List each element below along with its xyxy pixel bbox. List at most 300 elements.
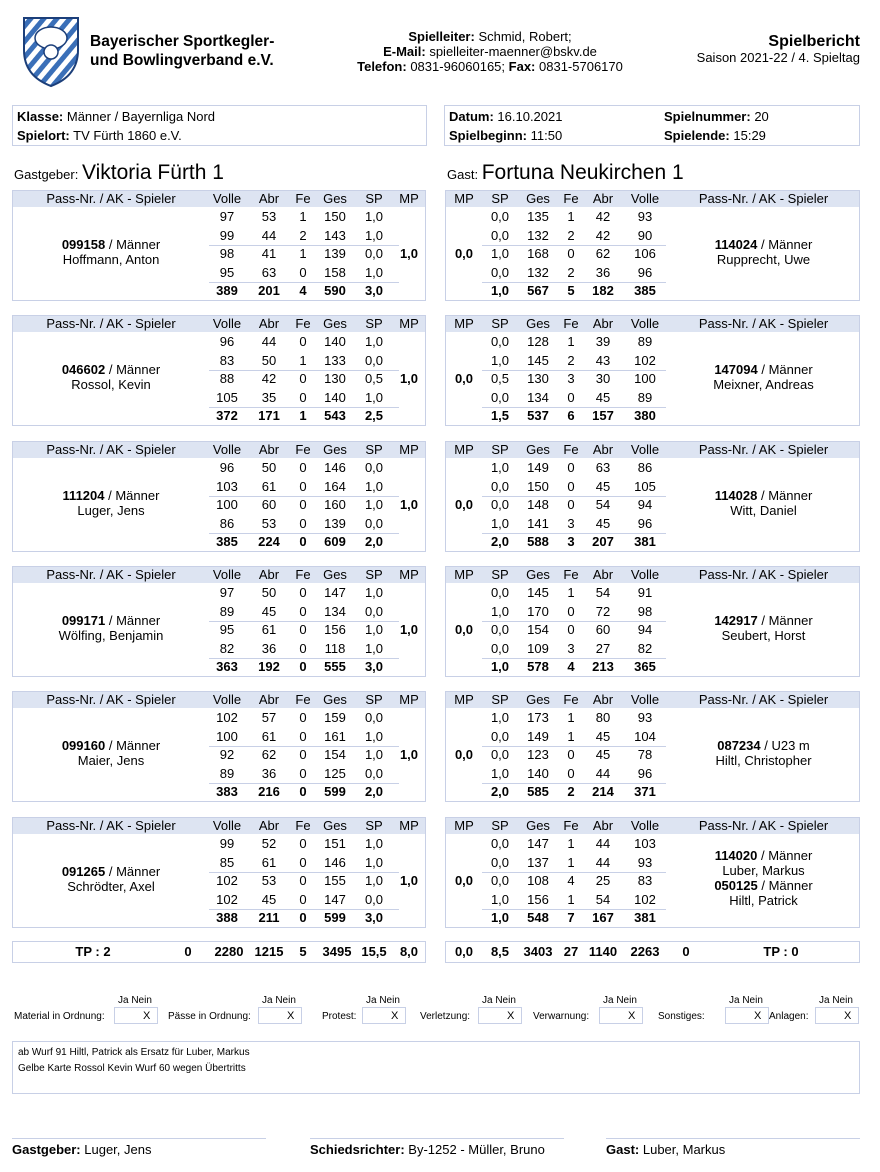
score-cell: 130 <box>527 371 549 386</box>
home-player-block <box>12 441 426 552</box>
home-player-block <box>12 566 426 677</box>
score-cell: 156 <box>527 891 549 907</box>
score-cell: 53 <box>261 209 277 224</box>
player-name: Rupprecht, Uwe <box>716 252 811 267</box>
score-cell: 42 <box>595 227 611 243</box>
score-cell: 72 <box>595 603 611 619</box>
player-pass: 142917 <box>714 613 758 628</box>
col-fe: Fe <box>563 818 579 833</box>
score-cell: 3 <box>567 640 575 656</box>
col-mp: MP <box>399 567 419 582</box>
checkbox-label: Anlagen: <box>769 1011 809 1022</box>
guest-player-block <box>445 817 860 928</box>
col-ges: Ges <box>526 191 550 206</box>
mp-value: 0,0 <box>454 747 474 762</box>
col-pass: Pass-Nr. / AK - Spieler <box>46 692 176 707</box>
score-cell: 123 <box>527 747 549 762</box>
total-cell: 599 <box>324 784 346 799</box>
guest-total-row: 0,0 8,5 3403 27 1140 2263 0 TP : 0 <box>445 941 860 963</box>
total-separator <box>482 909 666 910</box>
player-info <box>666 362 861 392</box>
row-separator <box>482 872 666 873</box>
score-cell: 0,0 <box>490 640 510 656</box>
total-cell: 2,5 <box>364 408 384 423</box>
score-cell: 145 <box>527 585 549 600</box>
row-separator <box>209 496 399 497</box>
total-cell: 1 <box>299 408 307 423</box>
score-cell: 44 <box>595 854 611 870</box>
player-pass-line <box>666 613 861 628</box>
score-cell: 104 <box>634 728 656 744</box>
total-cell: 7 <box>567 910 575 925</box>
total-cell: 6 <box>567 408 575 423</box>
player-ak: / U23 m <box>764 738 810 753</box>
score-cell: 45 <box>595 747 611 762</box>
mp-value: 0,0 <box>454 497 474 512</box>
score-cell: 102 <box>634 352 656 368</box>
score-cell: 0,0 <box>490 873 510 888</box>
score-cell: 1,0 <box>364 497 384 512</box>
player-pass: 087234 <box>717 738 761 753</box>
col-sp: SP <box>491 316 509 331</box>
row-separator <box>482 746 666 747</box>
score-cell: 96 <box>637 515 653 531</box>
score-cell: 83 <box>219 352 235 368</box>
checkbox-label: Pässe in Ordnung: <box>168 1011 251 1022</box>
player-pass: 099171 <box>61 613 106 628</box>
col-abr: Abr <box>592 818 614 833</box>
score-cell: 1,0 <box>490 765 510 781</box>
check-box[interactable] <box>725 1007 769 1024</box>
total-cell: 214 <box>592 784 614 799</box>
total-cell: 548 <box>527 910 549 925</box>
col-abr: Abr <box>258 567 280 582</box>
total-cell: 2,0 <box>364 534 384 549</box>
col-pass: Pass-Nr. / AK - Spieler <box>698 442 829 457</box>
col-ges: Ges <box>323 818 347 833</box>
score-cell: 154 <box>527 622 549 637</box>
col-ges: Ges <box>526 316 550 331</box>
col-fe: Fe <box>295 191 311 206</box>
score-cell: 0 <box>299 891 307 907</box>
score-cell: 4 <box>567 873 575 888</box>
score-cell: 52 <box>261 836 277 851</box>
mp-value: 1,0 <box>399 747 419 762</box>
col-mp: MP <box>454 818 474 833</box>
mp-value: 1,0 <box>399 873 419 888</box>
col-sp: SP <box>365 818 383 833</box>
score-cell: 85 <box>219 854 235 870</box>
total-cell: 0 <box>299 910 307 925</box>
check-box[interactable] <box>258 1007 302 1024</box>
total-cell: 0 <box>299 534 307 549</box>
score-cell: 42 <box>261 371 277 386</box>
total-cell: 0 <box>299 784 307 799</box>
score-cell: 106 <box>634 246 656 261</box>
col-mp: MP <box>454 191 474 206</box>
player-pass: 114028 <box>714 488 758 503</box>
total-separator <box>482 533 666 534</box>
total-cell: 578 <box>527 659 549 674</box>
score-cell: 100 <box>216 497 238 512</box>
score-cell: 0 <box>299 640 307 656</box>
score-cell: 105 <box>634 478 656 494</box>
player-info <box>13 738 209 768</box>
score-cell: 83 <box>637 873 653 888</box>
score-cell: 149 <box>527 728 549 744</box>
score-cell: 0 <box>299 264 307 280</box>
block-header <box>446 191 859 207</box>
col-ges: Ges <box>526 818 550 833</box>
col-mp: MP <box>454 692 474 707</box>
total-separator <box>482 407 666 408</box>
player-name: Maier, Jens <box>77 753 145 768</box>
score-cell: 1,0 <box>364 836 384 851</box>
score-cell: 0 <box>299 603 307 619</box>
score-cell: 45 <box>595 389 611 405</box>
score-cell: 0 <box>567 497 575 512</box>
col-ges: Ges <box>323 191 347 206</box>
player-ak: / Männer <box>108 864 161 879</box>
total-cell: 543 <box>324 408 346 423</box>
score-cell: 0,0 <box>364 710 384 725</box>
score-cell: 0,0 <box>490 264 510 280</box>
score-cell: 0 <box>299 873 307 888</box>
check-nein: X <box>391 1010 399 1022</box>
col-pass: Pass-Nr. / AK - Spieler <box>46 316 176 331</box>
score-cell: 92 <box>219 747 235 762</box>
checkbox-label: Sonstiges: <box>658 1011 705 1022</box>
score-cell: 1,0 <box>364 854 384 870</box>
score-cell: 42 <box>595 209 611 224</box>
home-player-block <box>12 691 426 802</box>
guest-player-block <box>445 315 860 426</box>
score-cell: 130 <box>324 371 346 386</box>
score-cell: 170 <box>527 603 549 619</box>
total-cell: 3,0 <box>364 910 384 925</box>
col-volle: Volle <box>630 316 660 331</box>
total-cell: 3,0 <box>364 659 384 674</box>
total-cell: 585 <box>527 784 549 799</box>
score-cell: 1,0 <box>364 389 384 405</box>
guest-player-block <box>445 190 860 301</box>
score-cell: 0 <box>299 334 307 349</box>
contact-info: Spielleiter: Schmid, Robert; E-Mail: spielleiter-maenner@bskv.de Telefon: 0831-96060165; Fax: 0831-5706170 <box>357 29 623 74</box>
player-info <box>666 738 861 768</box>
score-cell: 0,0 <box>490 728 510 744</box>
remarks-box <box>12 1041 860 1094</box>
score-cell: 90 <box>637 227 653 243</box>
score-cell: 0,0 <box>364 352 384 368</box>
signature-referee: Schiedsrichter: By-1252 - Müller, Bruno <box>310 1138 564 1157</box>
score-cell: 0 <box>567 460 575 475</box>
score-cell: 39 <box>595 334 611 349</box>
player-pass-line <box>13 864 209 879</box>
score-cell: 53 <box>261 873 277 888</box>
remark-line: Gelbe Karte Rossol Kevin Wurf 60 wegen Übertritts <box>18 1063 246 1074</box>
score-cell: 44 <box>595 836 611 851</box>
col-sp: SP <box>365 316 383 331</box>
col-pass: Pass-Nr. / AK - Spieler <box>698 316 829 331</box>
total-cell: 3 <box>567 534 575 549</box>
total-cell: 4 <box>299 283 307 298</box>
score-cell: 0,5 <box>490 371 510 386</box>
score-cell: 3 <box>567 515 575 531</box>
score-cell: 102 <box>216 891 238 907</box>
check-box[interactable] <box>362 1007 406 1024</box>
score-cell: 100 <box>216 728 238 744</box>
score-cell: 173 <box>527 710 549 725</box>
col-ges: Ges <box>526 692 550 707</box>
total-cell: 388 <box>216 910 238 925</box>
score-cell: 1 <box>567 710 575 725</box>
check-box[interactable] <box>478 1007 522 1024</box>
score-cell: 1 <box>567 334 575 349</box>
score-cell: 118 <box>324 640 346 656</box>
player-pass-line <box>13 488 209 503</box>
total-cell: 609 <box>324 534 346 549</box>
col-mp: MP <box>454 567 474 582</box>
col-abr: Abr <box>258 692 280 707</box>
player-pass-line <box>666 237 861 252</box>
ja-nein-header: Ja Nein <box>819 995 853 1006</box>
mp-value: 0,0 <box>454 371 474 386</box>
col-abr: Abr <box>258 442 280 457</box>
col-pass: Pass-Nr. / AK - Spieler <box>698 692 829 707</box>
score-cell: 54 <box>595 585 611 600</box>
block-header <box>13 442 425 458</box>
score-cell: 147 <box>527 836 549 851</box>
score-cell: 128 <box>527 334 549 349</box>
col-ges: Ges <box>526 442 550 457</box>
score-cell: 1 <box>299 352 307 368</box>
player-info <box>13 488 209 518</box>
total-separator <box>482 658 666 659</box>
score-cell: 0 <box>299 460 307 475</box>
signature-guest: Gast: Luber, Markus <box>606 1138 860 1157</box>
check-box[interactable] <box>599 1007 643 1024</box>
check-box[interactable] <box>114 1007 158 1024</box>
score-cell: 1,0 <box>364 747 384 762</box>
player-name: Hiltl, Patrick <box>729 893 798 908</box>
player-ak: / Männer <box>108 613 161 628</box>
player-ak: / Männer <box>760 488 813 503</box>
score-cell: 1,0 <box>364 728 384 744</box>
check-nein: X <box>507 1010 515 1022</box>
score-cell: 0 <box>567 478 575 494</box>
col-mp: MP <box>399 692 419 707</box>
col-fe: Fe <box>563 316 579 331</box>
player-pass-line <box>666 488 861 503</box>
score-cell: 88 <box>219 371 235 386</box>
score-cell: 1,0 <box>364 478 384 494</box>
total-cell: 1,0 <box>490 283 510 298</box>
mp-value: 1,0 <box>399 622 419 637</box>
score-cell: 139 <box>324 515 346 531</box>
player-name: Schrödter, Axel <box>67 879 155 894</box>
col-ges: Ges <box>323 316 347 331</box>
check-box[interactable] <box>815 1007 859 1024</box>
score-cell: 102 <box>216 710 238 725</box>
col-volle: Volle <box>212 818 242 833</box>
col-fe: Fe <box>295 818 311 833</box>
total-cell: 3,0 <box>364 283 384 298</box>
total-cell: 363 <box>216 659 238 674</box>
total-cell: 207 <box>592 534 614 549</box>
player-name: Luber, Markus <box>722 863 805 878</box>
score-cell: 30 <box>595 371 611 386</box>
total-separator <box>209 783 399 784</box>
score-cell: 94 <box>637 622 653 637</box>
score-cell: 3 <box>567 371 575 386</box>
score-cell: 1 <box>567 209 575 224</box>
col-volle: Volle <box>630 818 660 833</box>
block-header <box>446 818 859 834</box>
player-pass-line <box>666 738 861 753</box>
score-cell: 150 <box>324 209 346 224</box>
col-mp: MP <box>454 316 474 331</box>
score-cell: 27 <box>595 640 611 656</box>
player-pass-line <box>13 362 209 377</box>
player-name: Hiltl, Christopher <box>715 753 812 768</box>
score-cell: 1,0 <box>364 227 384 243</box>
col-fe: Fe <box>563 191 579 206</box>
player-info <box>13 362 209 392</box>
score-cell: 1 <box>299 246 307 261</box>
total-cell: 588 <box>527 534 549 549</box>
score-cell: 102 <box>216 873 238 888</box>
score-cell: 109 <box>527 640 549 656</box>
col-fe: Fe <box>563 442 579 457</box>
col-sp: SP <box>365 692 383 707</box>
col-abr: Abr <box>592 316 614 331</box>
total-separator <box>482 282 666 283</box>
score-cell: 0 <box>567 622 575 637</box>
col-volle: Volle <box>212 191 242 206</box>
block-header <box>13 567 425 583</box>
player-pass: 099158 <box>61 237 106 252</box>
guest-player-block <box>445 566 860 677</box>
score-cell: 1 <box>567 836 575 851</box>
ja-nein-header: Ja Nein <box>482 995 516 1006</box>
score-cell: 154 <box>324 747 346 762</box>
player-pass: 091265 <box>61 864 106 879</box>
score-cell: 44 <box>261 334 277 349</box>
player-pass: 114024 <box>714 237 758 252</box>
check-nein: X <box>754 1010 762 1022</box>
total-cell: 192 <box>258 659 280 674</box>
score-cell: 103 <box>634 836 656 851</box>
player-name: Witt, Daniel <box>730 503 797 518</box>
guest-team-title: Gast: Fortuna Neukirchen 1 <box>447 161 684 184</box>
score-cell: 102 <box>634 891 656 907</box>
col-pass: Pass-Nr. / AK - Spieler <box>698 191 829 206</box>
player-ak: / Männer <box>760 848 813 863</box>
score-cell: 35 <box>261 389 277 405</box>
col-fe: Fe <box>563 692 579 707</box>
score-cell: 1,0 <box>364 622 384 637</box>
player-ak: / Männer <box>761 878 813 893</box>
score-cell: 93 <box>637 854 653 870</box>
mp-value: 0,0 <box>454 246 474 261</box>
col-pass: Pass-Nr. / AK - Spieler <box>46 442 176 457</box>
score-cell: 94 <box>637 497 653 512</box>
score-cell: 0 <box>299 765 307 781</box>
score-cell: 159 <box>324 710 346 725</box>
col-abr: Abr <box>258 316 280 331</box>
score-cell: 0,0 <box>364 891 384 907</box>
total-cell: 380 <box>634 408 656 423</box>
score-cell: 97 <box>219 209 235 224</box>
score-cell: 50 <box>261 585 277 600</box>
col-mp: MP <box>399 316 419 331</box>
report-title: Spielbericht Saison 2021-22 / 4. Spieltag <box>696 33 860 65</box>
score-cell: 0,0 <box>364 515 384 531</box>
score-cell: 132 <box>527 264 549 280</box>
row-separator <box>209 370 399 371</box>
score-cell: 96 <box>637 264 653 280</box>
mp-value: 1,0 <box>399 371 419 386</box>
score-cell: 1,0 <box>364 334 384 349</box>
score-cell: 80 <box>595 710 611 725</box>
col-volle: Volle <box>630 191 660 206</box>
player-info <box>13 237 209 267</box>
total-cell: 385 <box>634 283 656 298</box>
score-cell: 0 <box>299 371 307 386</box>
total-cell: 5 <box>567 283 575 298</box>
home-player-block <box>12 817 426 928</box>
score-cell: 140 <box>324 334 346 349</box>
ja-nein-header: Ja Nein <box>366 995 400 1006</box>
score-cell: 45 <box>595 478 611 494</box>
row-separator <box>209 746 399 747</box>
score-cell: 145 <box>527 352 549 368</box>
score-cell: 0 <box>299 747 307 762</box>
score-cell: 164 <box>324 478 346 494</box>
score-cell: 0,0 <box>490 836 510 851</box>
score-cell: 0,0 <box>490 334 510 349</box>
score-cell: 0,0 <box>490 209 510 224</box>
total-separator <box>482 783 666 784</box>
score-cell: 0 <box>299 515 307 531</box>
score-cell: 158 <box>324 264 346 280</box>
col-pass: Pass-Nr. / AK - Spieler <box>46 567 176 582</box>
score-cell: 61 <box>261 622 277 637</box>
player-pass: 050125 <box>714 878 758 893</box>
col-ges: Ges <box>323 692 347 707</box>
col-pass: Pass-Nr. / AK - Spieler <box>698 567 829 582</box>
check-nein: X <box>628 1010 636 1022</box>
player-name: Seubert, Horst <box>721 628 806 643</box>
score-cell: 44 <box>595 765 611 781</box>
total-cell: 167 <box>592 910 614 925</box>
score-cell: 155 <box>324 873 346 888</box>
score-cell: 132 <box>527 227 549 243</box>
player-pass-line <box>13 738 209 753</box>
score-cell: 96 <box>637 765 653 781</box>
col-sp: SP <box>491 442 509 457</box>
score-cell: 0,5 <box>364 371 384 386</box>
score-cell: 45 <box>261 891 277 907</box>
score-cell: 36 <box>261 640 277 656</box>
col-abr: Abr <box>592 692 614 707</box>
player-info <box>666 613 861 643</box>
score-cell: 0,0 <box>364 603 384 619</box>
row-separator <box>482 621 666 622</box>
score-cell: 1,0 <box>490 352 510 368</box>
col-fe: Fe <box>295 316 311 331</box>
score-cell: 2 <box>567 352 575 368</box>
